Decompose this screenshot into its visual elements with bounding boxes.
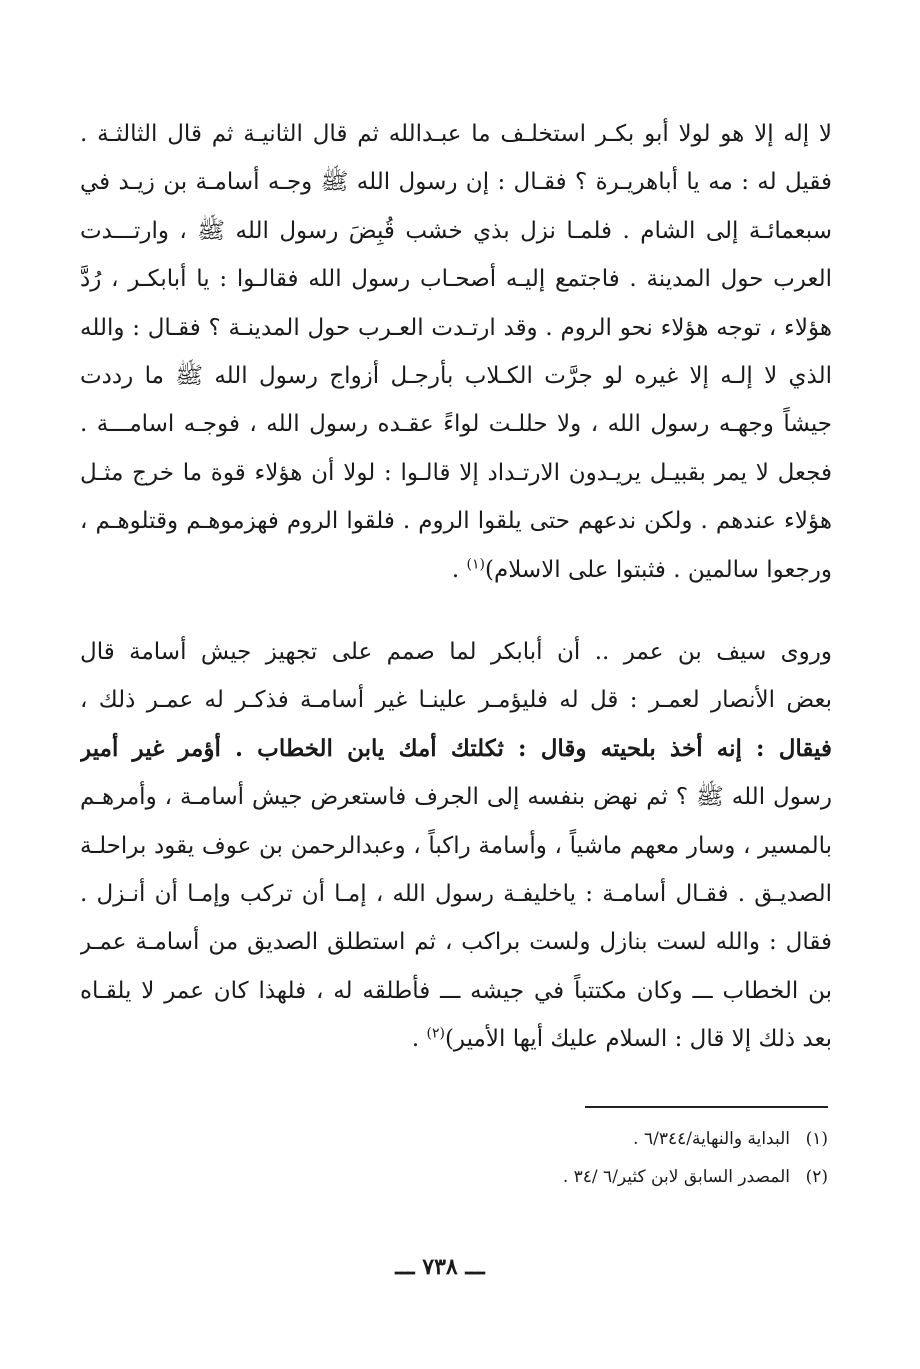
text-line: بعض الأنصار لعمـر : قل له فليؤمـر علينـا غير أسامـة فذكـر له عمـر ذلك ، [80, 687, 832, 714]
footnote-divider [585, 1106, 828, 1108]
page-number: ـــ ٧٣٨ ـــ [395, 1254, 485, 1280]
text-line: فقيل له : مه يا أباهريـرة ؟ فقـال : إن رسول الله ﷺ وجـه أسامـة بن زيـد في [80, 169, 832, 196]
footnote-number: (١) [805, 1129, 828, 1149]
footnote-marker-1: (١) [466, 555, 485, 572]
text-line: بالمسير ، وسار معهم ماشياً ، وأسامة راكباً ، وعبدالرحمن بن عوف يقود براحلـة [80, 832, 832, 859]
line-tail: . [451, 556, 467, 583]
text-line: هؤلاء عندهم . ولكن ندعهم حتى يلقوا الروم . فلقوا الروم فهزموهـم وقتلوهـم ، [80, 508, 832, 535]
text-line: وروى سيف بن عمر .. أن أبابكر لما صمم على تجهيز جيش أسامة قال [80, 639, 832, 665]
text-line: هؤلاء ، توجه هؤلاء نحو الروم . وقد ارتـدت العـرب حول المدينـة ؟ فقـال : والله [80, 314, 832, 341]
text-line-last [80, 546, 832, 594]
text-line: الصديـق . فقـال أسامـة : ياخليفـة رسول الله ، إمـا أن تركب وإمـا أن أنـزل . [80, 880, 832, 907]
text-line: جيشاً وجهـه رسول الله ، ولا حللـت لواءً عقـده رسول الله ، فوجـه اسامـــة . [80, 411, 832, 438]
footnote-number: (٢) [805, 1167, 828, 1187]
text-line: فجعل لا يمر بقبيـل يريـدون الارتـداد إلا قالـوا : لولا أن هؤلاء قوة ما خرج مثـل [80, 459, 832, 486]
text-line: الذي لا إلـه إلا غيره لو جرَّت الكـلاب بأرجـل أزواج رسول الله ﷺ ما رددت [80, 362, 832, 389]
paragraph-2 [80, 628, 832, 1064]
text-line: فقال : والله لست بنازل ولست براكب ، ثم استطلق الصديق من أسامـة عمـر [80, 929, 832, 956]
line-text: ورجعوا سالمين . فثبتوا على الاسلام) [484, 556, 832, 583]
text-line: لا إله إلا هو لولا أبو بكـر استخلـف ما عبـدالله ثم قال الثانيـة ثم قال الثالثـة . [80, 121, 832, 147]
paragraph-1 [80, 110, 832, 594]
footnote-text: البداية والنهاية/٦/٣٤٤ . [633, 1129, 790, 1149]
footnote-marker-2: (٢) [426, 1025, 445, 1042]
text-line: رسول الله ﷺ ؟ ثم نهض بنفسه إلى الجرف فاستعرض جيش أسامـة ، وأمرهـم [80, 784, 832, 811]
footnote-text: المصدر السابق لابن كثير/٦ /٣٤ . [562, 1167, 790, 1187]
footnotes [80, 1120, 828, 1196]
bold-quote-line: فيقال : إنه أخذ بلحيته وقال : ثكلتك أمك يابن الخطاب . أؤمر غير أمير [80, 734, 832, 762]
text-line: سبعمائـة إلى الشام . فلمـا نزل بذي خشب قُبِضَ رسول الله ﷺ ، وارتـــدت [80, 217, 832, 244]
text-line: بن الخطاب ـــ وكان مكتتباً في جيشه ـــ فأطلقه له ، فلهذا كان عمر لا يلقـاه [80, 977, 832, 1004]
text-line-last [80, 1015, 832, 1063]
footnote-1 [80, 1120, 828, 1158]
text-line: العرب حول المدينة . فاجتمع إليـه أصحـاب رسول الله فقالـوا : يا أبابكـر ، رُدَّ [80, 266, 832, 293]
line-text: بعد ذلك إلا قال : السلام عليك أيها الأمير) [444, 1026, 832, 1053]
line-tail: . [411, 1026, 427, 1053]
footnote-2 [80, 1158, 828, 1196]
